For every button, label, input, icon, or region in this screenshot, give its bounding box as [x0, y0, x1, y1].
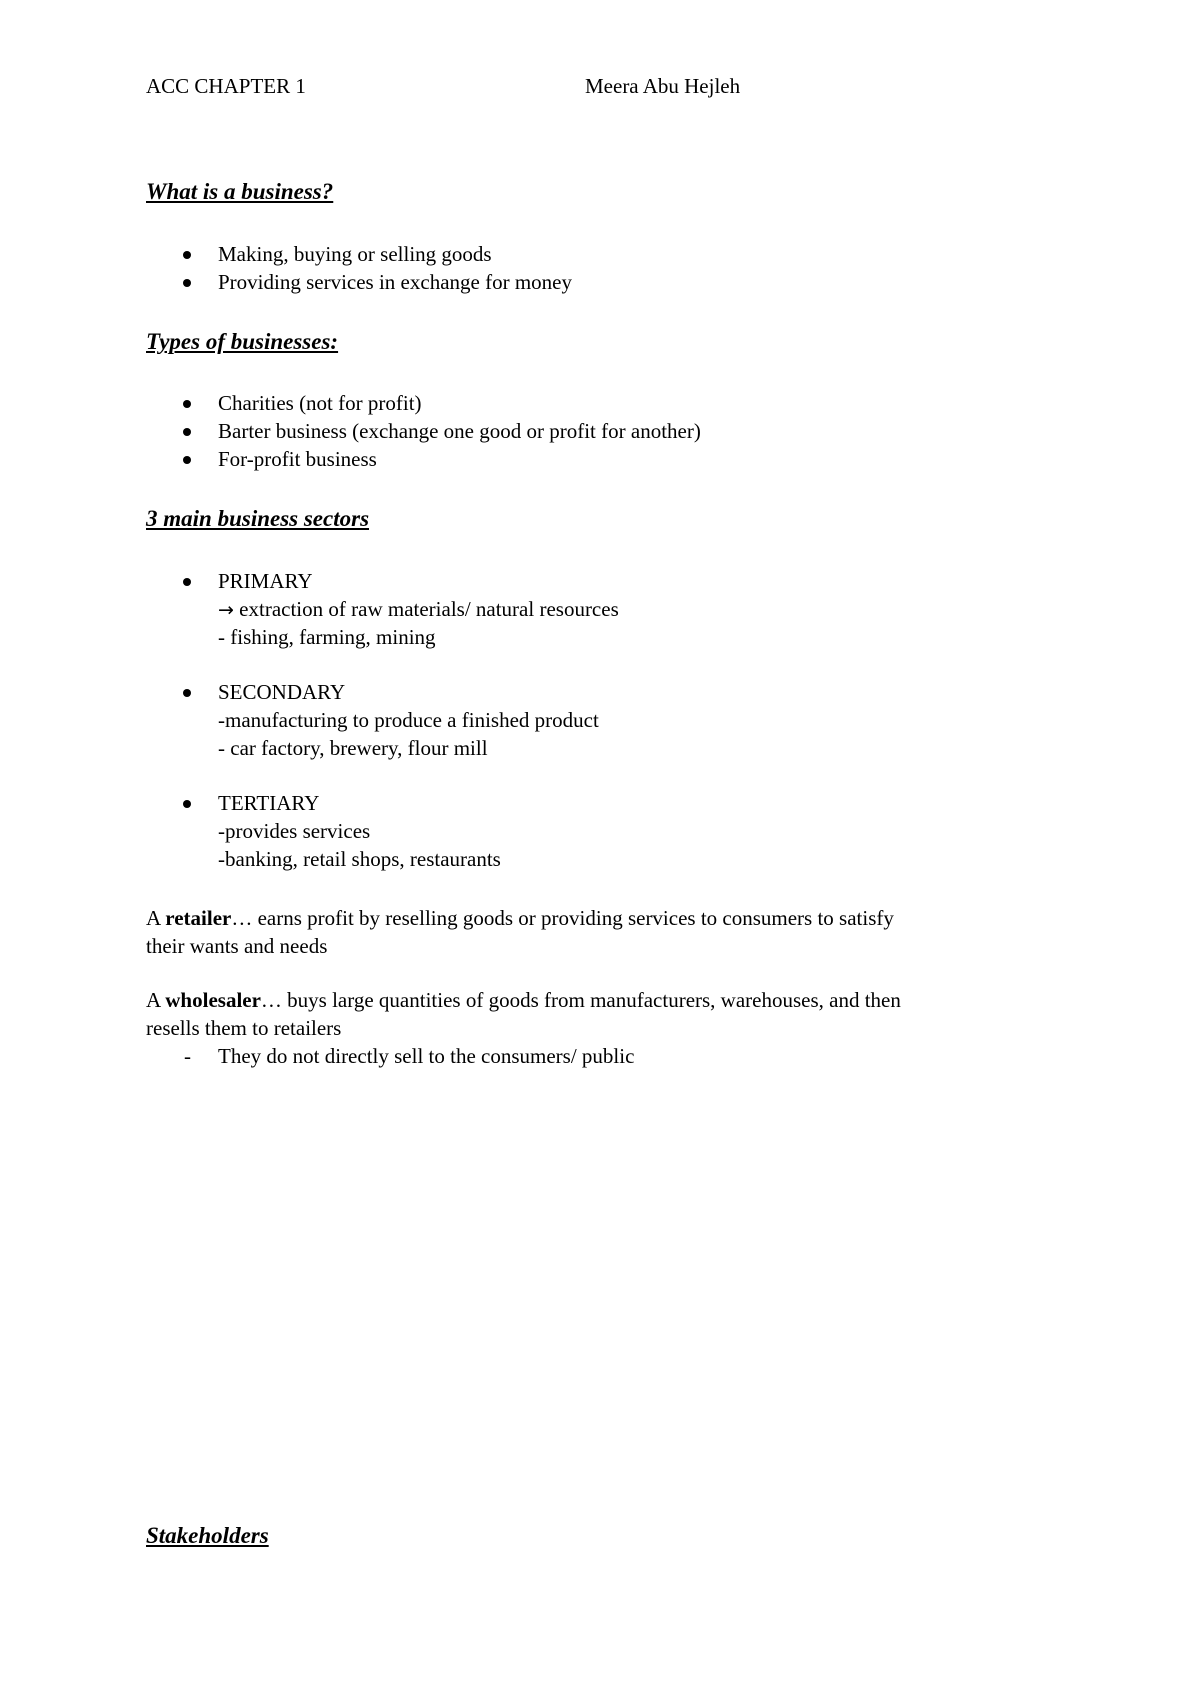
bullet-icon	[183, 251, 191, 259]
heading-types-of-businesses: Types of businesses:	[146, 329, 339, 354]
dash-marker: -	[184, 1044, 191, 1068]
list-item: Charities (not for profit)	[146, 389, 701, 417]
header-author: Meera Abu Hejleh	[585, 74, 741, 98]
bullet-icon	[183, 456, 191, 464]
list-item: Barter business (exchange one good or profit for another)	[146, 417, 701, 445]
heading-what-is-business: What is a business?	[146, 179, 334, 204]
sector-description: -provides services	[218, 819, 371, 843]
bullet-icon	[183, 279, 191, 287]
bullet-icon	[183, 800, 191, 808]
list-item: Making, buying or selling goods	[146, 240, 572, 268]
list-item: Providing services in exchange for money	[146, 268, 572, 296]
term-wholesaler: wholesaler	[165, 988, 261, 1012]
wholesaler-note: - They do not directly sell to the consumers/ public	[184, 1044, 635, 1068]
sector-examples: -banking, retail shops, restaurants	[218, 847, 501, 871]
bullet-icon	[183, 578, 191, 586]
sector-examples: - car factory, brewery, flour mill	[218, 736, 488, 760]
bullet-icon	[183, 689, 191, 697]
arrow-right-icon: →	[218, 599, 234, 621]
sector-examples: - fishing, farming, mining	[218, 625, 436, 649]
wholesaler-definition: A wholesaler… buys large quantities of goods from manufacturers, warehouses, and then resells them to retailers	[146, 988, 901, 1040]
sector-title: TERTIARY	[218, 791, 320, 815]
sector-primary	[146, 567, 619, 651]
sector-description: → extraction of raw materials/ natural resources	[218, 597, 619, 621]
business-definition-list	[146, 240, 572, 296]
header-left-title: ACC CHAPTER 1	[146, 74, 306, 98]
heading-stakeholders: Stakeholders	[146, 1523, 269, 1548]
sector-secondary	[146, 678, 599, 762]
sector-tertiary	[146, 789, 501, 873]
sector-title: SECONDARY	[218, 680, 346, 704]
list-item: For-profit business	[146, 445, 701, 473]
term-retailer: retailer	[165, 906, 232, 930]
retailer-definition: A retailer… earns profit by reselling goods or providing services to consumers to satisfy their wants and needs	[146, 906, 894, 958]
sector-description: -manufacturing to produce a finished product	[218, 708, 599, 732]
sector-title: PRIMARY	[218, 569, 313, 593]
bullet-icon	[183, 400, 191, 408]
business-types-list	[146, 389, 701, 473]
heading-business-sectors: 3 main business sectors	[146, 506, 370, 531]
bullet-icon	[183, 428, 191, 436]
